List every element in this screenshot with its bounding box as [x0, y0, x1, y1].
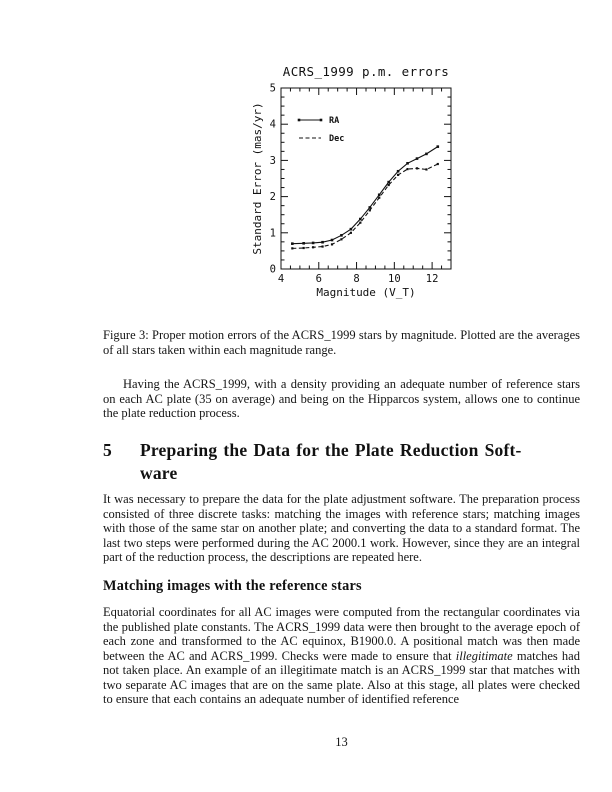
legend-label-ra: RA [329, 116, 340, 127]
series-line-dec [292, 164, 437, 248]
x-tick-label: 12 [425, 273, 439, 285]
chart-title: ACRS_1999 p.m. errors [282, 64, 450, 79]
x-tick-label: 8 [353, 273, 360, 285]
y-tick-label: 2 [269, 191, 276, 204]
x-tick-label: 4 [277, 273, 285, 285]
subsection-heading: Matching images with the reference stars [103, 578, 362, 594]
paragraph-equatorial [103, 605, 580, 707]
y-tick-label: 1 [269, 227, 276, 240]
paragraph-equatorial-after: matches had not taken place. An example of an illegitimate match is an ACRS_1999 star that matches with two separate AC images that are on the same plate. Also at this stage, all plates were checked to ensure that each contains an adequate number of identified reference [103, 648, 580, 706]
figure-chart [251, 60, 463, 310]
y-tick-label: 5 [269, 82, 276, 95]
y-tick-label: 3 [269, 154, 276, 167]
section-number: 5 [103, 440, 112, 460]
paragraph-equatorial-before: Equatorial coordinates for all AC images were computed from the rectangular coordinates via the published plate constants. The ACRS_1999 data were then brought to the average epoch of each zone and transformed to the AC equinox, B1900.0. A positional match was then made between the AC and ACRS_1999. Checks were made to ensure that [103, 605, 580, 663]
paragraph-having: Having the ACRS_1999, with a density providing an adequate number of reference stars on each AC plate (35 on average) and being on the Hipparcos system, allows one to continue the plate reduction process. [103, 377, 580, 420]
series-line-ra [292, 147, 437, 244]
x-tick-label: 6 [315, 273, 322, 285]
section-heading [103, 439, 580, 485]
legend-label-dec: Dec [329, 134, 345, 145]
section-title-line2: ware [140, 463, 178, 483]
paragraph-preparation: It was necessary to prepare the data for the plate adjustment software. The preparation process consisted of three discrete tasks: matching the images with reference stars; matching images with those of the same star on another plate; and converting the data to a standard format. The last two steps were performed during the AC 2000.1 work. However, since they are an integral part of the reduction process, the descriptions are repeated here. [103, 492, 580, 564]
x-tick-label: 10 [388, 273, 401, 285]
section-title-line1: Preparing the Data for the Plate Reduction Soft- [140, 440, 522, 460]
y-axis-label: Standard Error (mas/yr) [251, 102, 264, 255]
x-axis-label: Magnitude (V_T) [316, 286, 416, 299]
emphasis-illegitimate: illegitimate [455, 648, 513, 663]
y-tick-label: 0 [269, 263, 276, 276]
page-number: 13 [335, 735, 348, 749]
y-tick-label: 4 [269, 118, 276, 131]
section-heading-line1 [103, 439, 580, 462]
figure-caption: Figure 3: Proper motion errors of the ACRS_1999 stars by magnitude. Plotted are the averages of all stars taken within each magnitude range. [103, 328, 580, 357]
plot-box [281, 88, 451, 269]
